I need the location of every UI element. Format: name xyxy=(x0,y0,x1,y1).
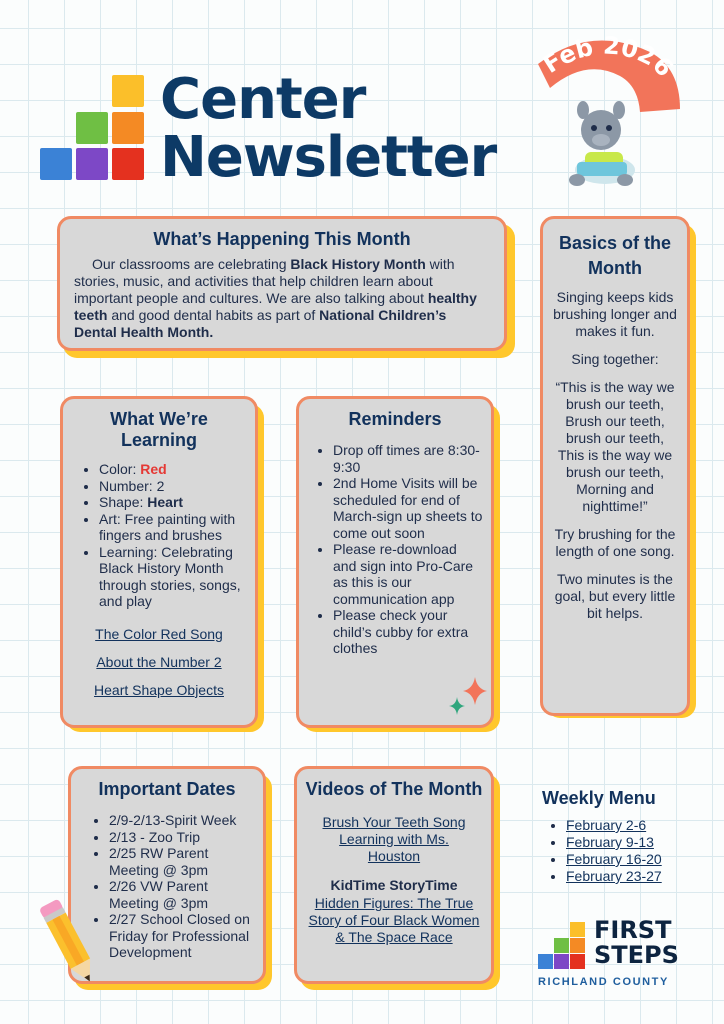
reminder-item: • Please re-download and sign into Pro-Care as this is our communication app xyxy=(333,541,483,607)
learning-shape-label: Shape: xyxy=(99,494,148,510)
learning-card xyxy=(60,396,258,728)
dates-list xyxy=(79,812,255,961)
dates-title: Important Dates xyxy=(98,779,236,799)
block-purple xyxy=(76,148,108,180)
reminder-item: • Drop off times are 8:30-9:30 xyxy=(333,442,483,475)
basics-p3: “This is the way we brush our teeth, Brush our teeth, brush our teeth, This is the way we brush our teeth, Morning and nighttime!” xyxy=(555,379,675,514)
link-heart-shape[interactable]: Heart Shape Objects xyxy=(94,681,224,698)
reminder-item: • Please check your child’s cubby for extra clothes xyxy=(333,607,483,657)
block-blue xyxy=(40,148,72,180)
logo-block-green xyxy=(554,938,569,953)
menu-link[interactable]: February 23-27 xyxy=(566,868,662,884)
link-color-red-song[interactable]: The Color Red Song xyxy=(95,625,223,642)
videos-title: Videos of The Month xyxy=(305,779,483,799)
date-item: • 2/13 - Zoo Trip xyxy=(109,829,255,846)
menu-item xyxy=(566,834,686,851)
logo-block-red xyxy=(570,954,585,969)
reminders-title: Reminders xyxy=(348,409,442,429)
happening-t1: Our classrooms are celebrating xyxy=(92,256,291,272)
learning-shape xyxy=(99,494,247,511)
svg-text:Feb 2026 xyxy=(538,31,679,82)
basics-card xyxy=(540,216,690,716)
happening-b3: National Children’s Dental Health Month. xyxy=(74,307,447,340)
date-badge-text: Feb 2026 xyxy=(538,31,679,83)
basics-p4: Try brushing for the length of one song. xyxy=(554,526,676,559)
rhino-mascot-icon xyxy=(565,100,645,192)
block-green xyxy=(76,112,108,144)
title-line2: Newsletter xyxy=(160,125,497,190)
videos-card xyxy=(294,766,494,984)
happening-b1: Black History Month xyxy=(290,256,426,272)
logo-line1: FIRST xyxy=(594,916,672,944)
learning-shape-value: Heart xyxy=(147,494,184,510)
videos-subtitle: KidTime StoryTime xyxy=(330,877,458,893)
video-link-brush-teeth[interactable]: Brush Your Teeth Song Learning with Ms. Houston xyxy=(322,814,466,864)
happening-card xyxy=(57,216,507,351)
sparkle-icon xyxy=(447,675,491,725)
basics-p5: Two minutes is the goal, but every little bit helps. xyxy=(554,571,676,621)
weekly-menu xyxy=(536,788,686,885)
menu-title: Weekly Menu xyxy=(542,788,656,808)
menu-list xyxy=(536,817,686,885)
link-number-2[interactable]: About the Number 2 xyxy=(96,653,222,670)
learning-number: • Number: 2 xyxy=(99,478,247,495)
logo-block-blue xyxy=(538,954,553,969)
learning-color xyxy=(99,461,247,478)
title-line1: Center xyxy=(160,67,366,132)
happening-text xyxy=(74,256,490,341)
happening-t2: with stories, music, and activities that help children learn about important people and cultures. We are also talking about xyxy=(74,256,455,306)
learning-art: • Art: Free painting with fingers and brushes xyxy=(99,511,247,544)
happening-b2: healthy teeth xyxy=(74,290,477,323)
block-red xyxy=(112,148,144,180)
block-yellow xyxy=(112,75,144,107)
menu-link[interactable]: February 2-6 xyxy=(566,817,647,833)
reminder-item: • 2nd Home Visits will be scheduled for end of March-sign up sheets to come out soon xyxy=(333,475,483,541)
learning-topic: • Learning: Celebrating Black History Month through stories, songs, and play xyxy=(99,544,247,610)
block-orange xyxy=(112,112,144,144)
learning-color-value: Red xyxy=(140,461,167,477)
logo-block-purple xyxy=(554,954,569,969)
pencil-icon xyxy=(38,894,102,990)
menu-item xyxy=(566,851,686,868)
learning-title: What We’re Learning xyxy=(110,409,208,450)
logo-block-yellow xyxy=(570,922,585,937)
basics-p1: Singing keeps kids brushing longer and makes it fun. xyxy=(553,289,677,339)
menu-link[interactable]: February 16-20 xyxy=(566,851,662,867)
happening-t3: and good dental habits as part of xyxy=(107,307,320,323)
reminders-card xyxy=(296,396,494,728)
learning-color-label: Color: xyxy=(99,461,141,477)
happening-title: What’s Happening This Month xyxy=(153,229,411,249)
date-item: • 2/27 School Closed on Friday for Professional Development xyxy=(109,911,255,961)
date-item: • 2/25 RW Parent Meeting @ 3pm xyxy=(109,845,255,878)
menu-item xyxy=(566,868,686,885)
reminders-list xyxy=(307,442,483,657)
logo-block-orange xyxy=(570,938,585,953)
logo-text xyxy=(594,918,679,968)
logo-line2: STEPS xyxy=(594,941,679,969)
menu-item xyxy=(566,817,686,834)
date-item: • 2/9-2/13-Spirit Week xyxy=(109,812,255,829)
basics-p2: Sing together: xyxy=(571,351,659,367)
learning-list xyxy=(71,461,247,610)
basics-title: Basics of the Month xyxy=(558,233,672,278)
menu-link[interactable]: February 9-13 xyxy=(566,834,654,850)
logo-line3: RICHLAND COUNTY xyxy=(538,976,669,988)
video-link-hidden-figures[interactable]: Hidden Figures: The True Story of Four Black Women & The Space Race xyxy=(308,895,480,945)
date-item: • 2/26 VW Parent Meeting @ 3pm xyxy=(109,878,255,911)
